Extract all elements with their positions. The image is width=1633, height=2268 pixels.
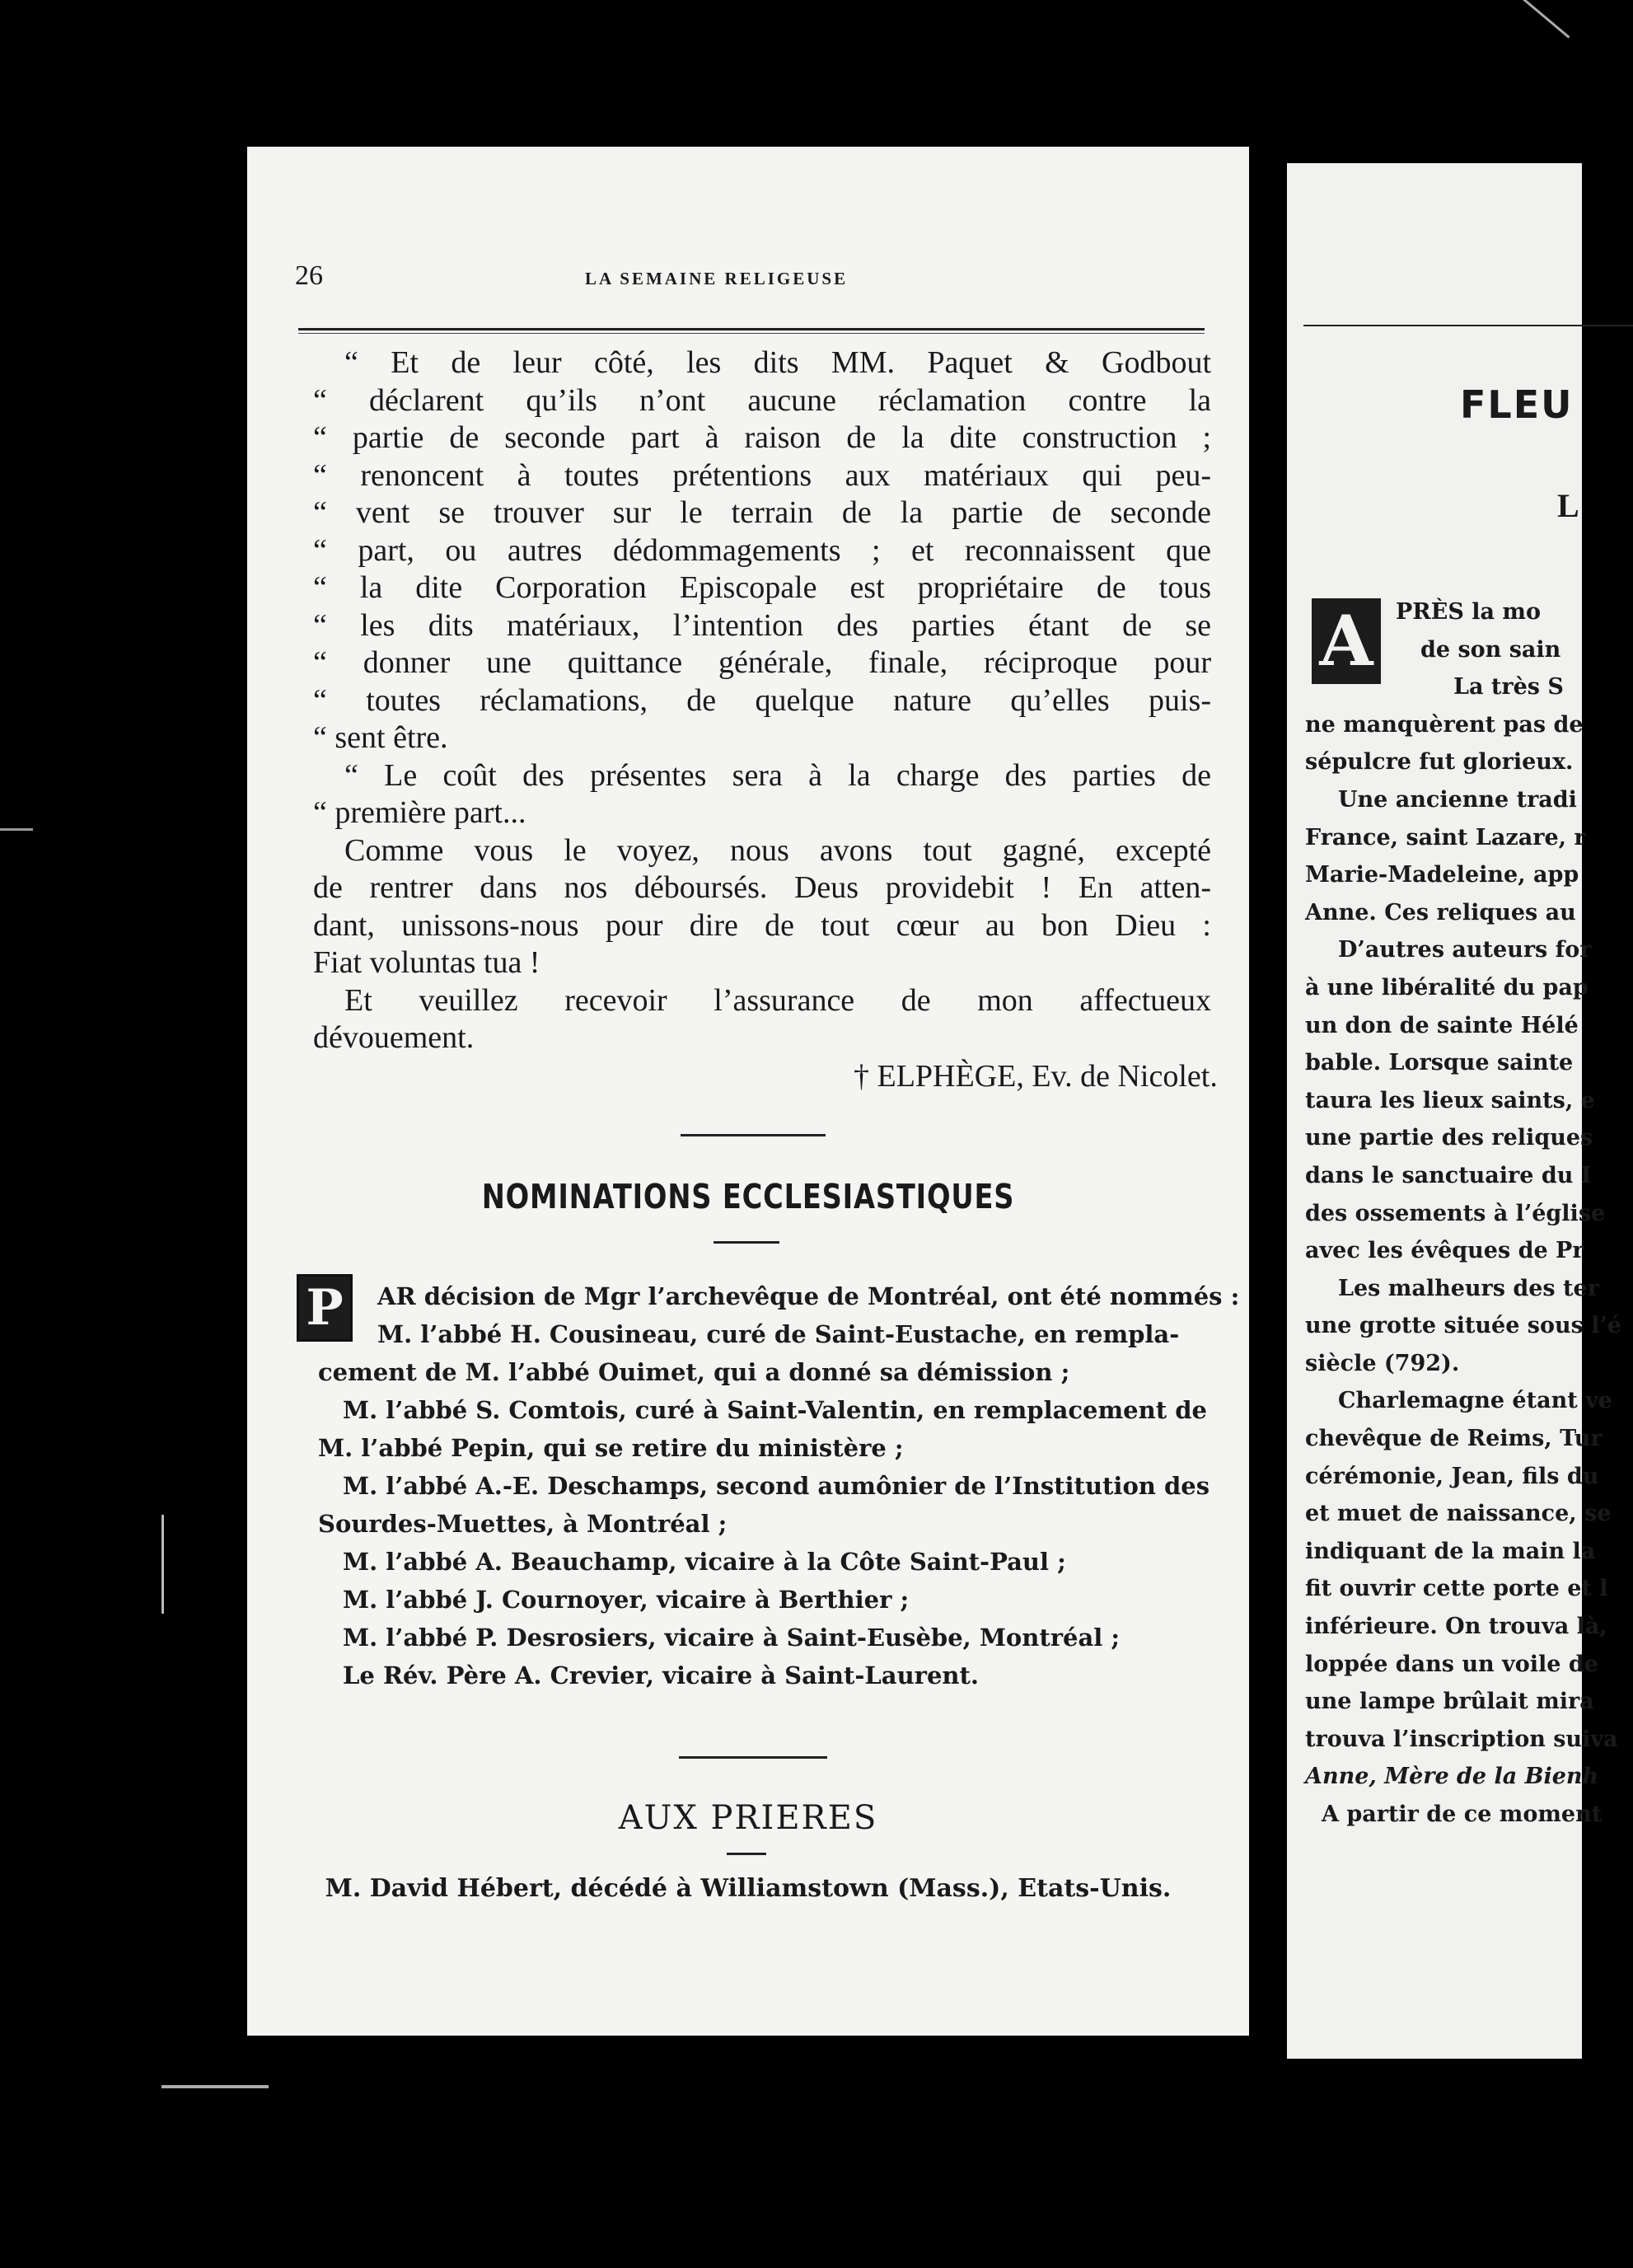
page-number: 26 bbox=[295, 260, 323, 291]
nomination-line: cement de M. l’abbé Ouimet, qui a donné sa démission ; bbox=[318, 1358, 1070, 1386]
right-body-line: Une ancienne tradi bbox=[1338, 786, 1577, 813]
right-body-line: taura les lieux saints, e bbox=[1305, 1087, 1595, 1113]
right-body-line: Marie-Madeleine, app bbox=[1305, 862, 1579, 888]
left-page bbox=[247, 147, 1249, 2036]
obituary-line: M. David Hébert, décédé à Williamstown (Mass.), Etats-Unis. bbox=[325, 1874, 1172, 1903]
separator-rule bbox=[679, 1756, 827, 1759]
nomination-line: Sourdes-Muettes, à Montréal ; bbox=[318, 1510, 728, 1538]
body-line: dévouement. bbox=[313, 1020, 475, 1055]
running-head: LA SEMAINE RELIGEUSE bbox=[585, 269, 849, 288]
right-body-line: bable. Lorsque sainte bbox=[1305, 1050, 1574, 1076]
body-line: “ première part... bbox=[313, 795, 526, 830]
letter-body bbox=[313, 344, 1211, 1057]
body-line: “ sent être. bbox=[313, 720, 448, 755]
right-body-line: un don de sainte Hélé bbox=[1305, 1012, 1579, 1038]
right-page bbox=[1287, 163, 1622, 2059]
right-body-line: dans le sanctuaire du I bbox=[1305, 1162, 1592, 1188]
right-body-line: une grotte située sous l’é bbox=[1305, 1313, 1622, 1339]
right-body-line: indiquant de la main la bbox=[1305, 1538, 1596, 1564]
right-body-line: ne manquèrent pas de bbox=[1305, 711, 1584, 738]
right-body-line: une lampe brûlait mira bbox=[1305, 1689, 1594, 1715]
right-page-body bbox=[1305, 593, 1621, 1834]
right-page-title: FLEU bbox=[1460, 382, 1574, 427]
right-body-line: cérémonie, Jean, fils du bbox=[1305, 1463, 1599, 1489]
nomination-line: M. l’abbé P. Desrosiers, vicaire à Saint-Eusèbe, Montréal ; bbox=[343, 1624, 1121, 1652]
nomination-line: M. l’abbé S. Comtois, curé à Saint-Valentin, en remplacement de bbox=[343, 1396, 1207, 1424]
title-underline bbox=[727, 1853, 766, 1855]
title-underline bbox=[714, 1241, 779, 1244]
nomination-line: M. l’abbé A.-E. Deschamps, second aumônier de l’Institution des bbox=[343, 1472, 1210, 1500]
body-line: “ Le coût des présentes sera à la charge des parties de bbox=[344, 757, 1211, 793]
body-line: Fiat voluntas tua ! bbox=[313, 945, 540, 980]
scan-artifact bbox=[161, 1515, 164, 1614]
section-title-nominations: NOMINATIONS ECCLESIASTIQUES bbox=[481, 1177, 1015, 1216]
body-line: “ partie de seconde part à raison de la dite construction ; bbox=[313, 420, 1211, 455]
signature: † ELPHÈGE, Ev. de Nicolet. bbox=[854, 1059, 1218, 1094]
separator-rule bbox=[681, 1134, 826, 1136]
nomination-line: M. l’abbé A. Beauchamp, vicaire à la Côte Saint-Paul ; bbox=[343, 1548, 1066, 1576]
body-line: “ la dite Corporation Episcopale est propriétaire de tous bbox=[313, 570, 1211, 605]
right-body-line: A partir de ce moment bbox=[1322, 1802, 1603, 1827]
nomination-line: M. l’abbé H. Cousineau, curé de Saint-Eustache, en rempla- bbox=[377, 1320, 1180, 1348]
right-body-line: Anne, Mère de la Bienh bbox=[1305, 1764, 1599, 1790]
body-line: dant, unissons-nous pour dire de tout cœur au bon Dieu : bbox=[313, 907, 1211, 943]
right-body-line: avec les évêques de Pr bbox=[1305, 1238, 1584, 1264]
right-body-line: Les malheurs des ter bbox=[1338, 1275, 1599, 1301]
right-body-line: à une libéralité du pap bbox=[1305, 974, 1589, 1000]
header-rule bbox=[1303, 325, 1633, 326]
right-page-subtitle: L bbox=[1557, 487, 1579, 524]
scan-artifact bbox=[161, 2085, 269, 2088]
body-line: “ déclarent qu’ils n’ont aucune réclamation contre la bbox=[313, 382, 1211, 418]
nomination-line: Le Rév. Père A. Crevier, vicaire à Saint-Laurent. bbox=[343, 1661, 979, 1689]
right-body-line: loppée dans un voile de bbox=[1305, 1651, 1598, 1677]
nomination-line: AR décision de Mgr l’archevêque de Montréal, ont été nommés : bbox=[377, 1282, 1240, 1310]
right-body-line: Charlemagne étant ve bbox=[1338, 1388, 1612, 1414]
nomination-line: M. l’abbé J. Cournoyer, vicaire à Berthier ; bbox=[343, 1586, 910, 1614]
body-line: “ donner une quittance générale, finale, réciproque pour bbox=[313, 645, 1211, 680]
right-body-line: sépulcre fut glorieux. bbox=[1305, 749, 1574, 776]
header-rule-thin bbox=[298, 333, 1205, 334]
right-body-line: chevêque de Reims, Tur bbox=[1305, 1426, 1603, 1452]
drop-cap-initial: P bbox=[297, 1274, 353, 1342]
right-body-line: de son sain bbox=[1420, 636, 1561, 663]
body-line: de rentrer dans nos déboursés. Deus providebit ! En atten- bbox=[313, 870, 1211, 905]
scan-artifact bbox=[0, 828, 33, 831]
right-body-line: et muet de naissance, se bbox=[1305, 1501, 1612, 1527]
right-body-line: inférieure. On trouva là, bbox=[1305, 1614, 1607, 1640]
right-body-line: Anne. Ces reliques au bbox=[1305, 899, 1576, 925]
right-body-line: trouva l’inscription suiva bbox=[1305, 1726, 1618, 1752]
body-line: “ part, ou autres dédommagements ; et reconnaissent que bbox=[313, 532, 1211, 568]
right-body-line: France, saint Lazare, r bbox=[1305, 824, 1586, 850]
scan-artifact bbox=[1512, 0, 1570, 39]
header-rule bbox=[298, 328, 1205, 330]
right-body-line: PRÈS la mo bbox=[1396, 599, 1541, 625]
nomination-line: M. l’abbé Pepin, qui se retire du ministère ; bbox=[318, 1434, 904, 1462]
right-body-line: fit ouvrir cette porte et l bbox=[1305, 1576, 1608, 1602]
nominations-list bbox=[318, 1277, 1240, 1694]
body-line: “ les dits matériaux, l’intention des parties étant de se bbox=[313, 607, 1211, 643]
drop-cap-initial: A bbox=[1312, 598, 1381, 684]
body-line: “ renoncent à toutes prétentions aux matériaux qui peu- bbox=[313, 457, 1211, 493]
body-line: Comme vous le voyez, nous avons tout gagné, excepté bbox=[344, 832, 1211, 868]
right-body-line: siècle (792). bbox=[1305, 1350, 1460, 1376]
body-line: Et veuillez recevoir l’assurance de mon affectueux bbox=[344, 982, 1211, 1018]
section-title-prieres: AUX PRIERES bbox=[618, 1799, 878, 1837]
right-body-line: La très S bbox=[1453, 674, 1564, 701]
right-body-line: D’autres auteurs for bbox=[1338, 937, 1592, 963]
right-body-line: une partie des reliques bbox=[1305, 1125, 1593, 1151]
body-line: “ Et de leur côté, les dits MM. Paquet & Godbout bbox=[344, 345, 1211, 380]
right-body-line: des ossements à l’église bbox=[1305, 1200, 1606, 1226]
body-line: “ vent se trouver sur le terrain de la partie de seconde bbox=[313, 495, 1211, 530]
body-line: “ toutes réclamations, de quelque nature qu’elles puis- bbox=[313, 682, 1211, 718]
